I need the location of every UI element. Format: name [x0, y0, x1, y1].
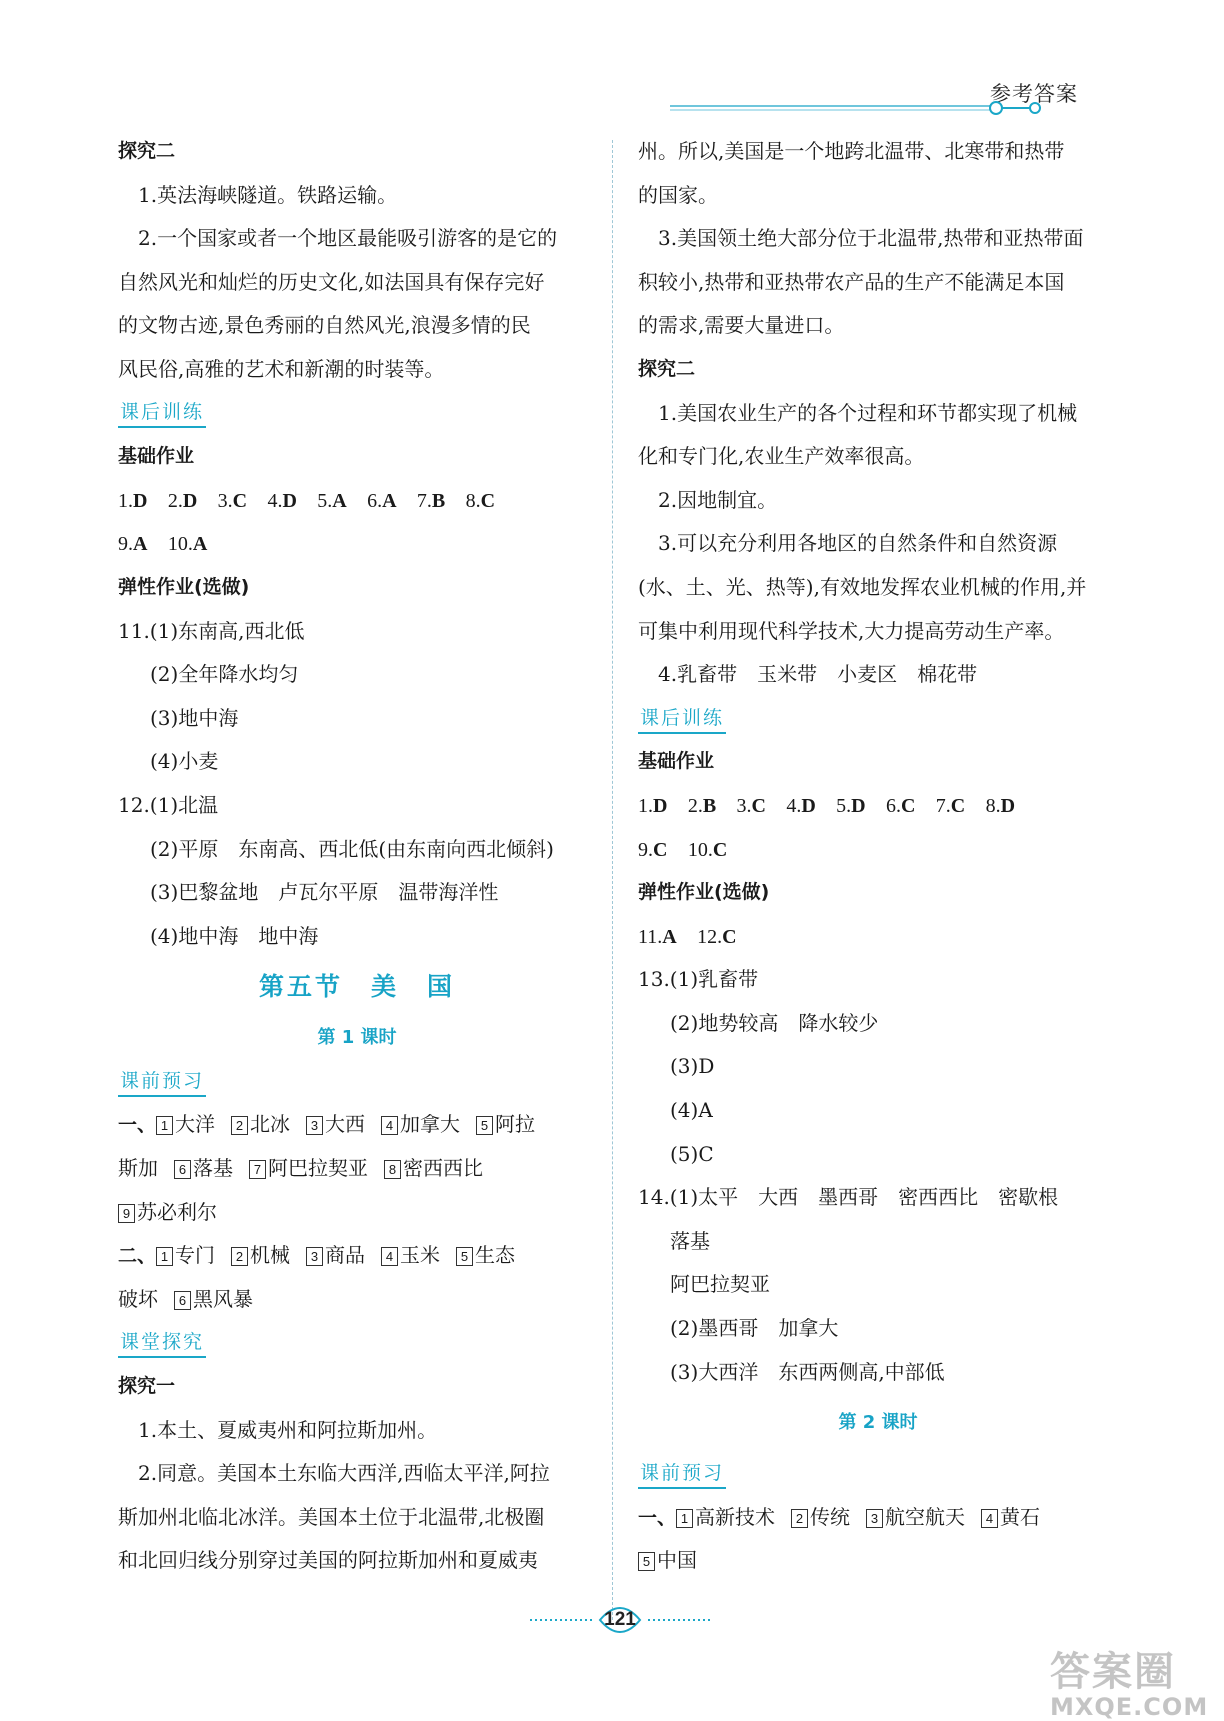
text-line: 州。所以,美国是一个地跨北温带、北寒带和热带: [638, 139, 1065, 163]
tanjiu2-heading: 探究二: [118, 140, 176, 162]
section-label-kehou: 课后训练: [638, 704, 726, 734]
answer-item: 3.C: [736, 794, 766, 817]
fill-item: 1 专门: [156, 1243, 215, 1267]
column-divider: [612, 140, 613, 1620]
fill-item: 2 传统: [791, 1505, 850, 1529]
fill-item: 6 落基: [174, 1156, 233, 1180]
text-line: 1.美国农业生产的各个过程和环节都实现了机械: [658, 400, 1078, 425]
answer-item: 4.D: [786, 794, 816, 817]
text-line: 风民俗,高雅的艺术和新潮的时装等。: [118, 356, 445, 381]
text-line: (4)小麦: [150, 749, 219, 774]
answer-item: 10.A: [167, 533, 208, 556]
text-line: (4)A: [670, 1098, 713, 1123]
text-line: (3)大西洋 东西两侧高,中部低: [670, 1359, 945, 1384]
text-line: (2)全年降水均匀: [150, 662, 299, 687]
text-line: 可集中利用现代科学技术,大力提高劳动生产率。: [638, 618, 1065, 643]
text-line: 1.本土、夏威夷州和阿拉斯加州。: [138, 1417, 438, 1442]
tanxing-heading: 弹性作业(选做): [638, 881, 770, 904]
answer-row: [118, 479, 596, 523]
header-title: 参考答案: [990, 82, 1078, 106]
answer-row: [118, 522, 596, 566]
answer-item: 8.C: [465, 489, 496, 512]
answer-item: 2.D: [167, 489, 198, 512]
watermark-logo: 答案圈: [1050, 1649, 1176, 1695]
text-line: 13.(1)乳畜带: [638, 967, 759, 992]
fill-item: 4 加拿大: [381, 1112, 460, 1136]
text-line: (2)地势较高 降水较少: [670, 1010, 879, 1035]
text-line: 3.可以充分利用各地区的自然条件和自然资源: [658, 531, 1058, 556]
fill-item: 7 阿巴拉契亚: [249, 1156, 368, 1180]
fill-item: 4 黄石: [981, 1505, 1040, 1529]
section-label-kqian: 课前预习: [118, 1067, 206, 1097]
fill-item: 6 黑风暴: [174, 1287, 253, 1311]
text-line: (3)D: [670, 1054, 715, 1079]
fill-item: 5 阿拉: [476, 1112, 535, 1136]
text-line: (5)C: [670, 1141, 714, 1166]
text-line: 落基: [670, 1228, 710, 1253]
lesson-title: 第 1 课时: [317, 1027, 397, 1049]
text-line: 的需求,需要大量进口。: [638, 313, 845, 338]
section-label-kqian: 课前预习: [638, 1459, 726, 1489]
text-line: (2)平原 东南高、西北低(由东南向西北倾斜): [150, 836, 554, 861]
answer-item: 1.D: [118, 489, 148, 512]
text-line: 2.同意。美国本土东临大西洋,西临太平洋,阿拉: [138, 1461, 550, 1486]
answer-item: 4.D: [267, 489, 297, 512]
text-line: (水、土、光、热等),有效地发挥农业机械的作用,并: [638, 574, 1087, 599]
fill-item: 3 大西: [306, 1112, 365, 1136]
fill-item: 1 高新技术: [676, 1505, 775, 1529]
fill-row: [118, 1191, 596, 1235]
text-line: 的文物古迹,景色秀丽的自然风光,浪漫多情的民: [118, 313, 531, 338]
fill-item: 9 苏必利尔: [118, 1200, 217, 1224]
watermark: [1050, 1640, 1208, 1721]
fill-item: 8 密西西比: [384, 1156, 483, 1180]
text-line: 14.(1)太平 大西 墨西哥 密西西比 密歇根: [638, 1185, 1059, 1210]
fill-row: 二、 1 专门 2 机械 3 商品 4 玉米 5 生态: [118, 1243, 516, 1268]
left-column: [118, 130, 596, 1583]
answer-item: 9.A: [118, 533, 148, 556]
answer-item: 11.A: [638, 925, 677, 948]
answer-row: [638, 828, 1118, 872]
jichu-heading: 基础作业: [118, 445, 195, 468]
fill-item: 2 机械: [231, 1243, 290, 1267]
text-line: 11.(1)东南高,西北低: [118, 618, 305, 643]
answer-item: 2.B: [687, 794, 717, 817]
answer-item: 5.A: [317, 489, 347, 512]
section-label-kehou: 课后训练: [118, 398, 206, 428]
answer-item: 12.C: [697, 925, 737, 948]
text-line: 和北回归线分别穿过美国的阿拉斯加州和夏威夷: [118, 1548, 538, 1573]
answer-item: 3.C: [217, 489, 248, 512]
text-line: 自然风光和灿烂的历史文化,如法国具有保存完好: [118, 269, 545, 294]
answer-item: 6.A: [367, 489, 397, 512]
text-line: (3)巴黎盆地 卢瓦尔平原 温带海洋性: [150, 880, 499, 905]
answer-item: 6.C: [885, 794, 916, 817]
header-rule: [670, 100, 1150, 120]
text-line: 的国家。: [638, 182, 718, 207]
answer-item: 7.C: [935, 794, 966, 817]
tanxing-heading: 弹性作业(选做): [118, 575, 250, 598]
text-line: (3)地中海: [150, 705, 239, 730]
fill-item: 4 玉米: [381, 1243, 440, 1267]
answer-item: 9.C: [638, 838, 668, 861]
text-line: 化和专门化,农业生产效率很高。: [638, 444, 925, 469]
fill-item: 1 大洋: [156, 1112, 215, 1136]
fill-row: 一、 1 高新技术 2 传统 3 航空航天 4 黄石: [638, 1504, 1041, 1529]
fill-row: [638, 1539, 1118, 1583]
answer-item: 1.D: [638, 794, 668, 817]
answer-item: 10.C: [687, 838, 728, 861]
answer-row: [638, 784, 1118, 828]
section-title: 第五节 美 国: [258, 972, 455, 1002]
jichu-heading: 基础作业: [638, 750, 715, 773]
answer-item: 5.D: [836, 794, 866, 817]
fill-item: 5 生态: [456, 1243, 515, 1267]
answer-item: 7.B: [416, 489, 446, 512]
section-label-ketang: 课堂探究: [118, 1328, 206, 1358]
fill-item: 3 航空航天: [866, 1505, 965, 1529]
text-line: (2)墨西哥 加拿大: [670, 1316, 839, 1341]
tanjiu1-heading: 探究一: [118, 1375, 176, 1398]
text-line: 4.乳畜带 玉米带 小麦区 棉花带: [658, 662, 978, 687]
text-line: 2.因地制宜。: [658, 487, 778, 512]
text-line: 阿巴拉契亚: [670, 1272, 770, 1297]
page-number: 121: [604, 1609, 636, 1630]
lesson-title: 第 2 课时: [838, 1412, 918, 1434]
text-line: (4)地中海 地中海: [150, 923, 319, 948]
watermark-url: MXQE.COM: [1050, 1693, 1209, 1721]
tanjiu2-heading: 探究二: [638, 357, 696, 380]
answer-item: 8.D: [985, 794, 1016, 817]
page-number-badge: [530, 1600, 710, 1650]
right-column: [638, 130, 1118, 1583]
fill-row: 一、 1 大洋 2 北冰 3 大西 4 加拿大 5 阿拉: [118, 1112, 536, 1137]
text-line: 3.美国领土绝大部分位于北温带,热带和亚热带面: [658, 226, 1084, 251]
fill-item: 2 北冰: [231, 1112, 290, 1136]
fill-item: 3 商品: [306, 1243, 365, 1267]
fill-row: 斯加 6 落基 7 阿巴拉契亚 8 密西西比: [118, 1156, 483, 1181]
text-line: 12.(1)北温: [118, 792, 219, 817]
answer-row: [638, 915, 1118, 959]
text-line: 斯加州北临北冰洋。美国本土位于北温带,北极圈: [118, 1504, 545, 1529]
text-line: 积较小,热带和亚热带农产品的生产不能满足本国: [638, 269, 1065, 294]
text-line: 2.一个国家或者一个地区最能吸引游客的是它的: [138, 226, 558, 251]
fill-row: 破坏 6 黑风暴: [118, 1286, 253, 1311]
fill-item: 5 中国: [638, 1548, 697, 1572]
text-line: 1.英法海峡隧道。铁路运输。: [138, 182, 398, 207]
